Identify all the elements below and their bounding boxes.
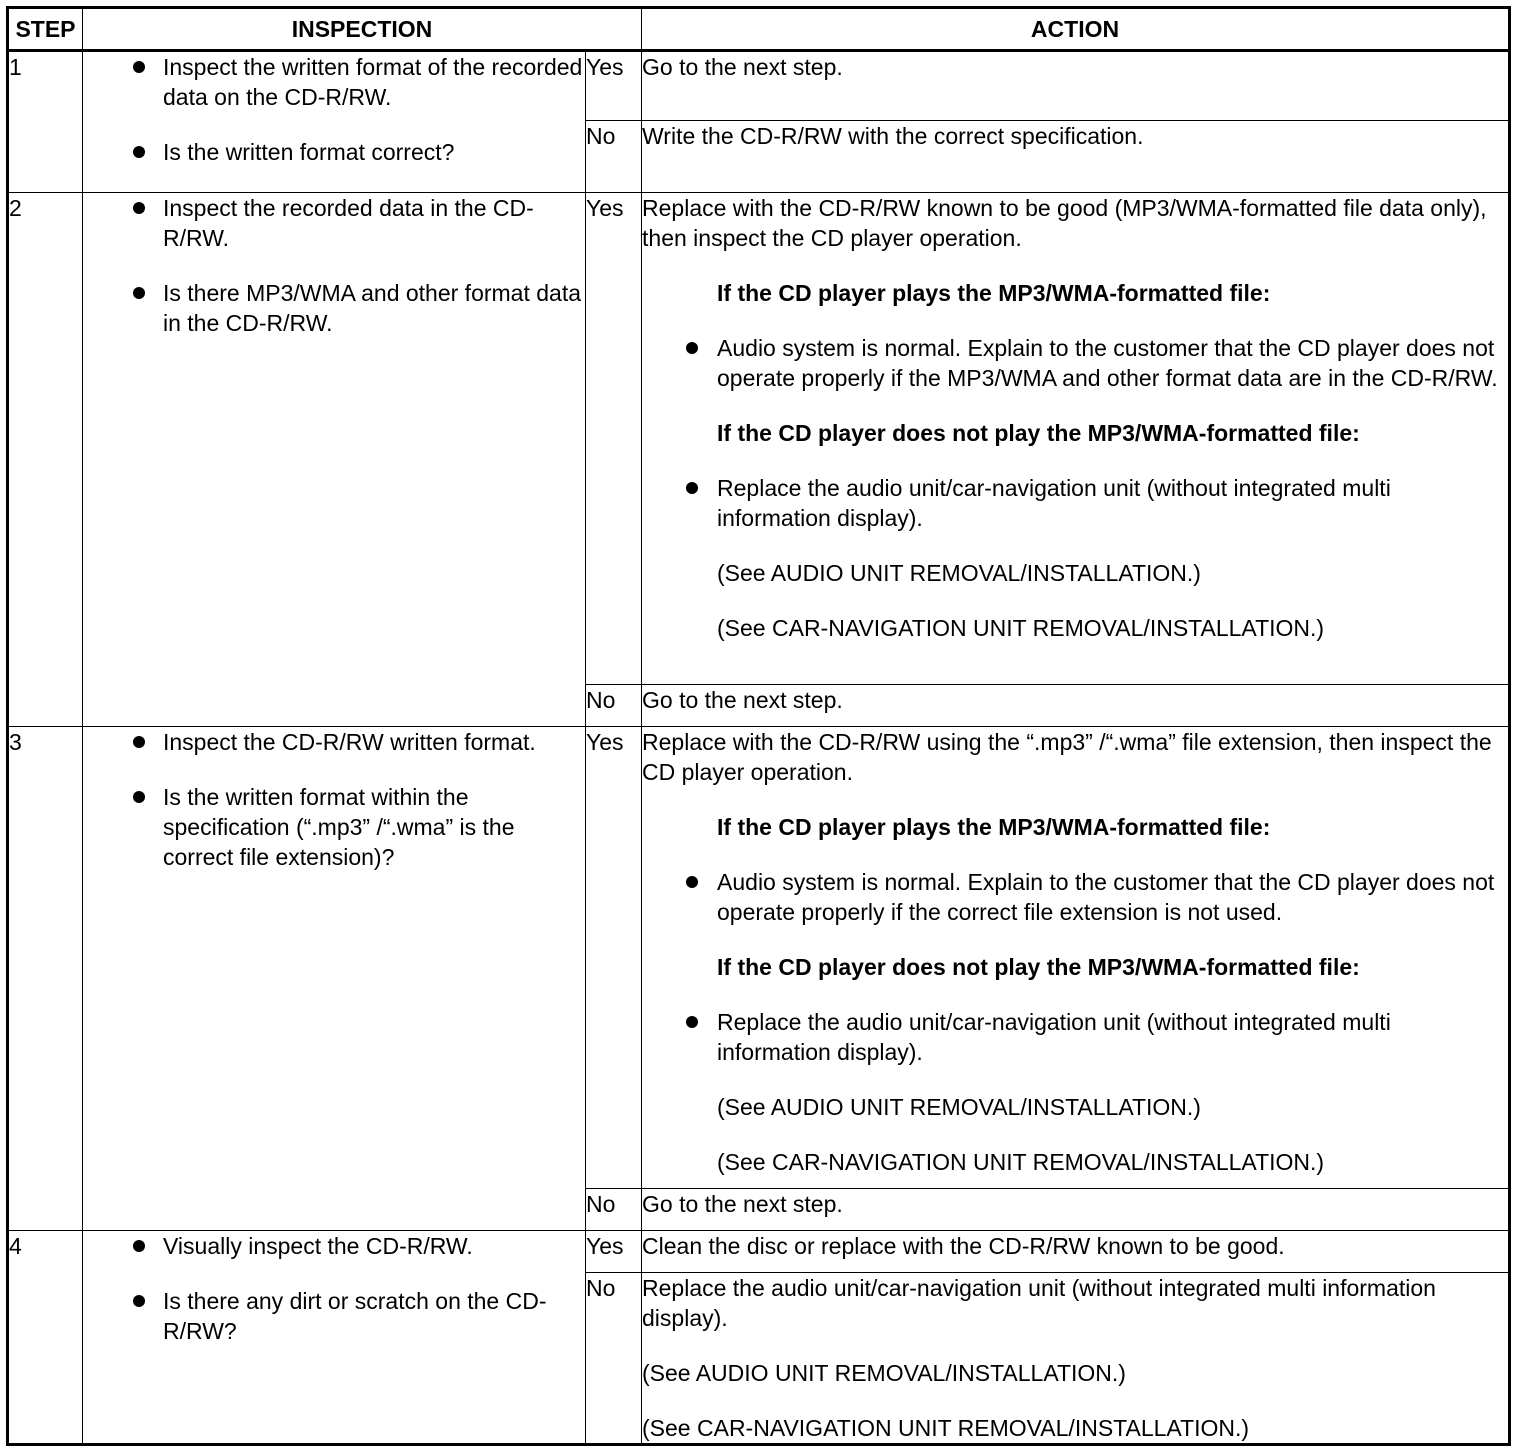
- yes-label: Yes: [586, 727, 642, 1189]
- step-number: 3: [8, 727, 83, 1231]
- reference-audio-unit: (See AUDIO UNIT REMOVAL/INSTALLATION.): [717, 560, 1201, 586]
- no-label: No: [586, 1273, 642, 1445]
- action-bullet: Audio system is normal. Explain to the customer that the CD player does not operate properly if the MP3/WMA and other format data are in the CD-R/RW.: [642, 333, 1508, 393]
- diagnostic-table: [6, 6, 1511, 1446]
- step-1-yes-row: [8, 51, 1510, 121]
- condition-heading: If the CD player does not play the MP3/WMA-formatted file:: [717, 954, 1360, 980]
- action-bullet: Audio system is normal. Explain to the customer that the CD player does not operate properly if the correct file extension is not used.: [642, 867, 1508, 927]
- inspection-item: Visually inspect the CD-R/RW.: [83, 1231, 585, 1261]
- inspection-item: Inspect the written format of the recorded data on the CD-R/RW.: [83, 52, 585, 112]
- step-4-no-action: [642, 1273, 1510, 1445]
- yes-label: Yes: [586, 193, 642, 685]
- step-3-no-action: Go to the next step.: [642, 1189, 1510, 1231]
- step-3-inspection: [83, 727, 586, 1231]
- step-1-yes-action: Go to the next step.: [642, 51, 1510, 121]
- inspection-header: INSPECTION: [83, 8, 642, 51]
- action-intro: Replace with the CD-R/RW using the “.mp3” /“.wma” file extension, then inspect the CD player operation.: [642, 729, 1492, 785]
- step-4-inspection: [83, 1231, 586, 1445]
- inspection-item: Is the written format within the specification (“.mp3” /“.wma” is the correct file extension)?: [83, 782, 585, 872]
- step-header: STEP: [8, 8, 83, 51]
- step-3-yes-action: [642, 727, 1510, 1189]
- action-header: ACTION: [642, 8, 1510, 51]
- step-number: 4: [8, 1231, 83, 1445]
- inspection-item: Is there MP3/WMA and other format data in the CD-R/RW.: [83, 278, 585, 338]
- no-label: No: [586, 121, 642, 193]
- yes-label: Yes: [586, 1231, 642, 1273]
- condition-heading: If the CD player does not play the MP3/WMA-formatted file:: [717, 420, 1360, 446]
- inspection-item: Inspect the CD-R/RW written format.: [83, 727, 585, 757]
- action-intro: Replace with the CD-R/RW known to be good (MP3/WMA-formatted file data only), then inspect the CD player operation.: [642, 195, 1487, 251]
- yes-label: Yes: [586, 51, 642, 121]
- reference-nav-unit: (See CAR-NAVIGATION UNIT REMOVAL/INSTALLATION.): [717, 1149, 1325, 1175]
- condition-heading: If the CD player plays the MP3/WMA-formatted file:: [717, 814, 1271, 840]
- step-1-inspection: [83, 51, 586, 193]
- step-number: 2: [8, 193, 83, 727]
- no-label: No: [586, 1189, 642, 1231]
- action-bullet: Replace the audio unit/car-navigation unit (without integrated multi information display).: [642, 1007, 1508, 1067]
- step-2-inspection: [83, 193, 586, 727]
- reference-audio-unit: (See AUDIO UNIT REMOVAL/INSTALLATION.): [717, 1094, 1201, 1120]
- step-2-no-action: Go to the next step.: [642, 685, 1510, 727]
- step-2-yes-action: [642, 193, 1510, 685]
- reference-audio-unit: (See AUDIO UNIT REMOVAL/INSTALLATION.): [642, 1360, 1126, 1386]
- reference-nav-unit: (See CAR-NAVIGATION UNIT REMOVAL/INSTALLATION.): [642, 1415, 1250, 1441]
- step-4-yes-action: Clean the disc or replace with the CD-R/RW known to be good.: [642, 1231, 1510, 1273]
- step-3-yes-row: [8, 727, 1510, 1189]
- action-bullet: Replace the audio unit/car-navigation unit (without integrated multi information display).: [642, 473, 1508, 533]
- action-intro: Replace the audio unit/car-navigation unit (without integrated multi information display).: [642, 1275, 1436, 1331]
- step-4-yes-row: [8, 1231, 1510, 1273]
- inspection-item: Inspect the recorded data in the CD-R/RW.: [83, 193, 585, 253]
- reference-nav-unit: (See CAR-NAVIGATION UNIT REMOVAL/INSTALLATION.): [717, 615, 1325, 641]
- inspection-item: Is the written format correct?: [83, 137, 585, 167]
- step-1-no-action: Write the CD-R/RW with the correct specification.: [642, 121, 1510, 193]
- no-label: No: [586, 685, 642, 727]
- condition-heading: If the CD player plays the MP3/WMA-formatted file:: [717, 280, 1271, 306]
- step-number: 1: [8, 51, 83, 193]
- header-row: [8, 8, 1510, 51]
- step-2-yes-row: [8, 193, 1510, 685]
- inspection-item: Is there any dirt or scratch on the CD-R/RW?: [83, 1286, 585, 1346]
